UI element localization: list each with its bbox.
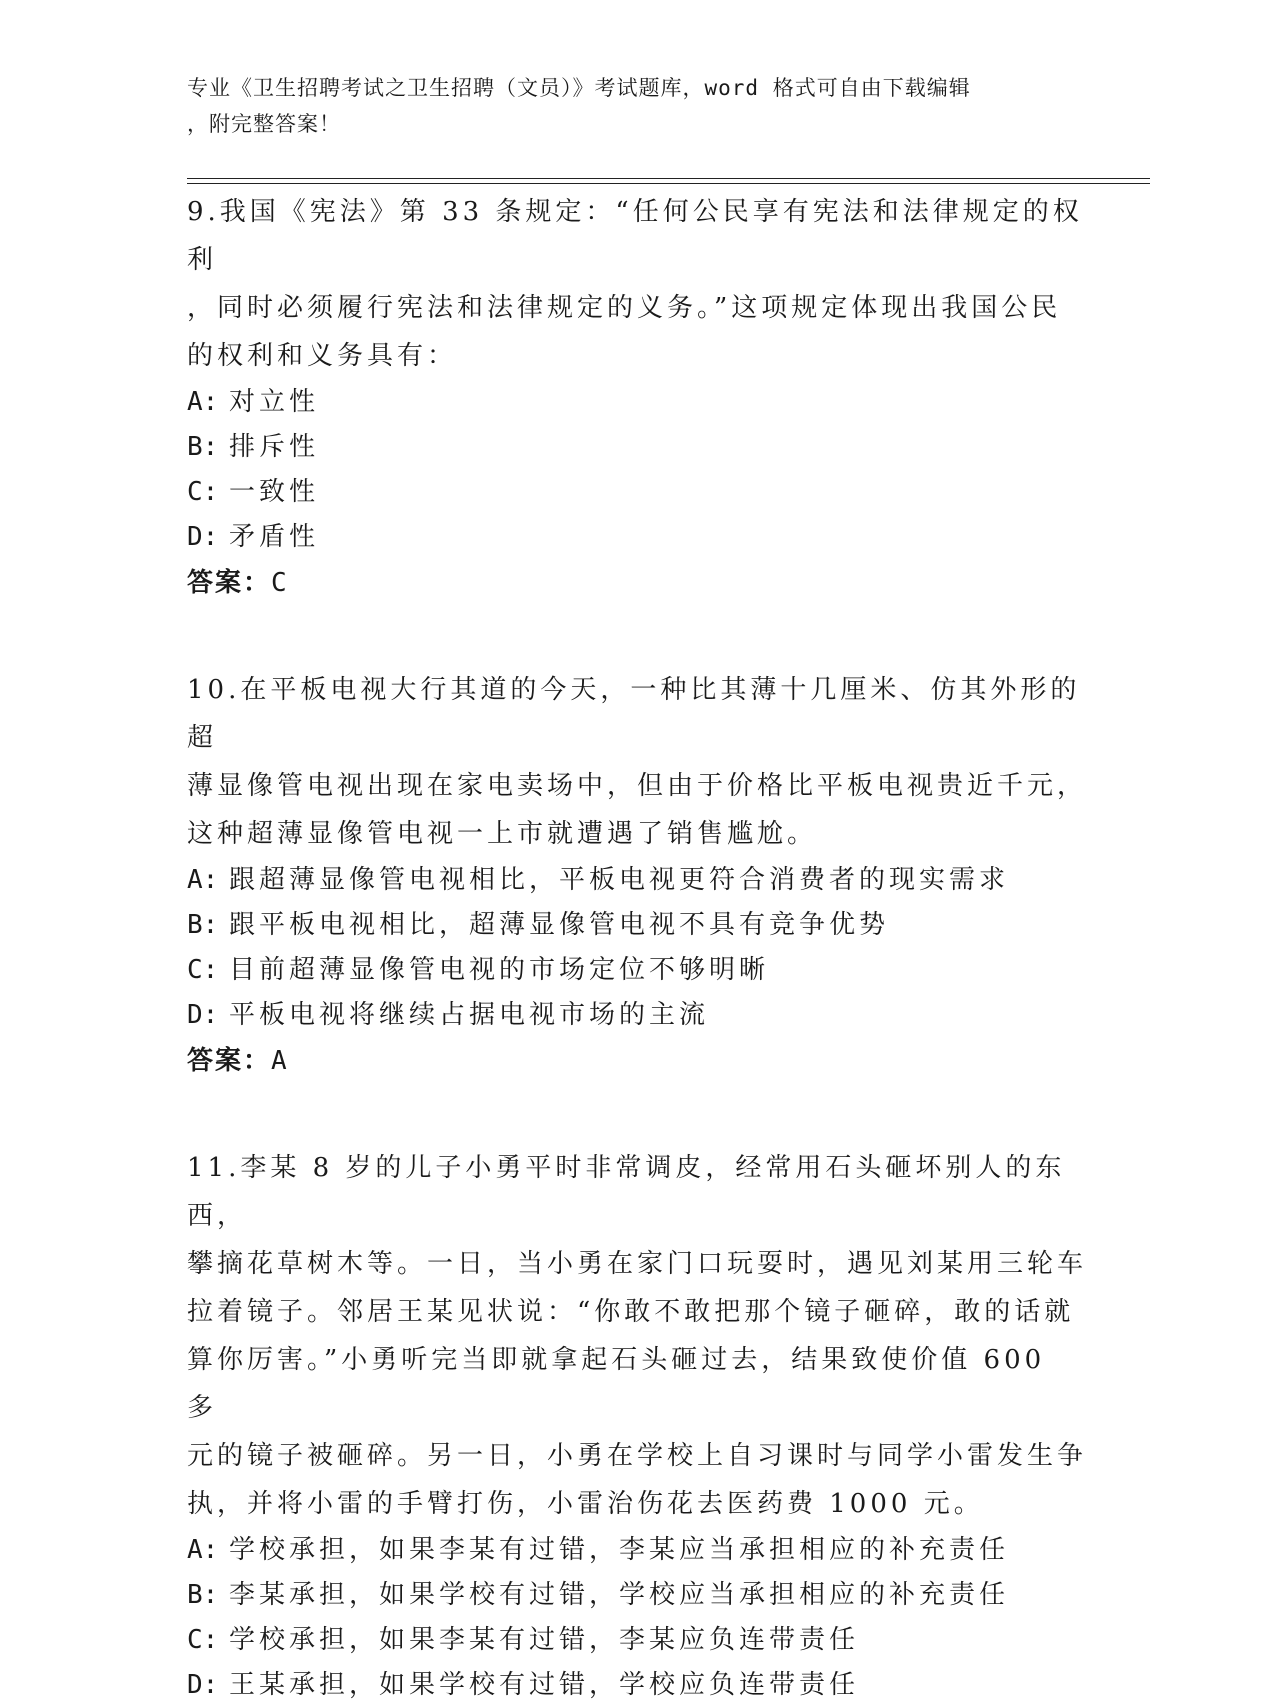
stem-line: 的权利和义务具有： (187, 341, 458, 371)
option-text: 平板电视将继续占据电视市场的主流 (229, 1000, 710, 1030)
option-c (187, 948, 1087, 993)
answer-label: 答案： (187, 1046, 272, 1076)
question-stem (187, 1144, 1087, 1528)
option-text: 学校承担，如果李某有过错，李某应当承担相应的补充责任 (229, 1535, 1010, 1565)
option-key: D: (187, 1670, 219, 1700)
option-a (187, 858, 1087, 903)
option-c (187, 1618, 1087, 1663)
answer-line (187, 1038, 1087, 1084)
stem-line: 这种超薄显像管电视一上市就遭遇了销售尴尬。 (187, 819, 818, 849)
question-stem (187, 188, 1087, 380)
option-key: A: (187, 865, 219, 895)
option-key: D: (187, 1000, 219, 1030)
question-spacer (187, 606, 1087, 666)
option-key: B: (187, 1580, 219, 1610)
option-text: 矛盾性 (229, 522, 320, 552)
question-11 (187, 1144, 1087, 1708)
answer-value: A (271, 1046, 289, 1076)
option-text: 排斥性 (229, 432, 320, 462)
option-text: 目前超薄显像管电视的市场定位不够明晰 (229, 955, 770, 985)
question-spacer (187, 1084, 1087, 1144)
option-key: C: (187, 1625, 219, 1655)
header-rule-bottom (187, 183, 1150, 184)
stem-line: 算你厉害。”小勇听完当即就拿起石头砸过去，结果致使价值 600 多 (187, 1345, 1046, 1423)
stem-line: 薄显像管电视出现在家电卖场中，但由于价格比平板电视贵近千元， (187, 771, 1088, 801)
option-text: 一致性 (229, 477, 320, 507)
question-stem (187, 666, 1087, 858)
option-d (187, 993, 1087, 1038)
option-key: D: (187, 522, 219, 552)
option-b (187, 425, 1087, 470)
answer-value: C (271, 568, 289, 598)
option-text: 李某承担，如果学校有过错，学校应当承担相应的补充责任 (229, 1580, 1010, 1610)
stem-line: 9.我国《宪法》第 33 条规定：“任何公民享有宪法和法律规定的权利 (187, 197, 1083, 275)
stem-line: 拉着镜子。邻居王某见状说：“你敢不敢把那个镜子砸碎，敢的话就 (187, 1297, 1075, 1327)
option-d (187, 1663, 1087, 1708)
stem-line: 11.李某 8 岁的儿子小勇平时非常调皮，经常用石头砸坏别人的东西， (187, 1153, 1066, 1231)
option-key: C: (187, 955, 219, 985)
header-line-1: 专业《卫生招聘考试之卫生招聘（文员）》考试题库，word 格式可自由下载编辑 (187, 76, 971, 100)
question-10 (187, 666, 1087, 1084)
answer-label: 答案： (187, 568, 272, 598)
option-text: 跟平板电视相比，超薄显像管电视不具有竞争优势 (229, 910, 890, 940)
option-key: B: (187, 432, 219, 462)
option-key: A: (187, 387, 219, 417)
option-key: C: (187, 477, 219, 507)
option-text: 学校承担，如果李某有过错，李某应负连带责任 (229, 1625, 860, 1655)
option-c (187, 470, 1087, 515)
option-key: A: (187, 1535, 219, 1565)
option-a (187, 380, 1087, 425)
option-text: 对立性 (229, 387, 320, 417)
stem-line: 执，并将小雷的手臂打伤，小雷治伤花去医药费 1000 元。 (187, 1489, 984, 1519)
option-a (187, 1528, 1087, 1573)
option-b (187, 1573, 1087, 1618)
stem-line: 元的镜子被砸碎。另一日，小勇在学校上自习课时与同学小雷发生争 (187, 1441, 1088, 1471)
stem-line: 攀摘花草树木等。一日，当小勇在家门口玩耍时，遇见刘某用三轮车 (187, 1249, 1088, 1279)
answer-line (187, 560, 1087, 606)
option-key: B: (187, 910, 219, 940)
option-text: 王某承担，如果学校有过错，学校应负连带责任 (229, 1670, 860, 1700)
stem-line: ，同时必须履行宪法和法律规定的义务。”这项规定体现出我国公民 (187, 293, 1062, 323)
question-9 (187, 188, 1087, 606)
option-d (187, 515, 1087, 560)
question-list (187, 188, 1087, 1708)
header-line-2: ，附完整答案！ (187, 112, 341, 136)
header-rule-top (187, 178, 1150, 179)
option-b (187, 903, 1087, 948)
stem-line: 10.在平板电视大行其道的今天，一种比其薄十几厘米、仿其外形的超 (187, 675, 1081, 753)
option-text: 跟超薄显像管电视相比，平板电视更符合消费者的现实需求 (229, 865, 1010, 895)
document-header (187, 70, 1067, 142)
